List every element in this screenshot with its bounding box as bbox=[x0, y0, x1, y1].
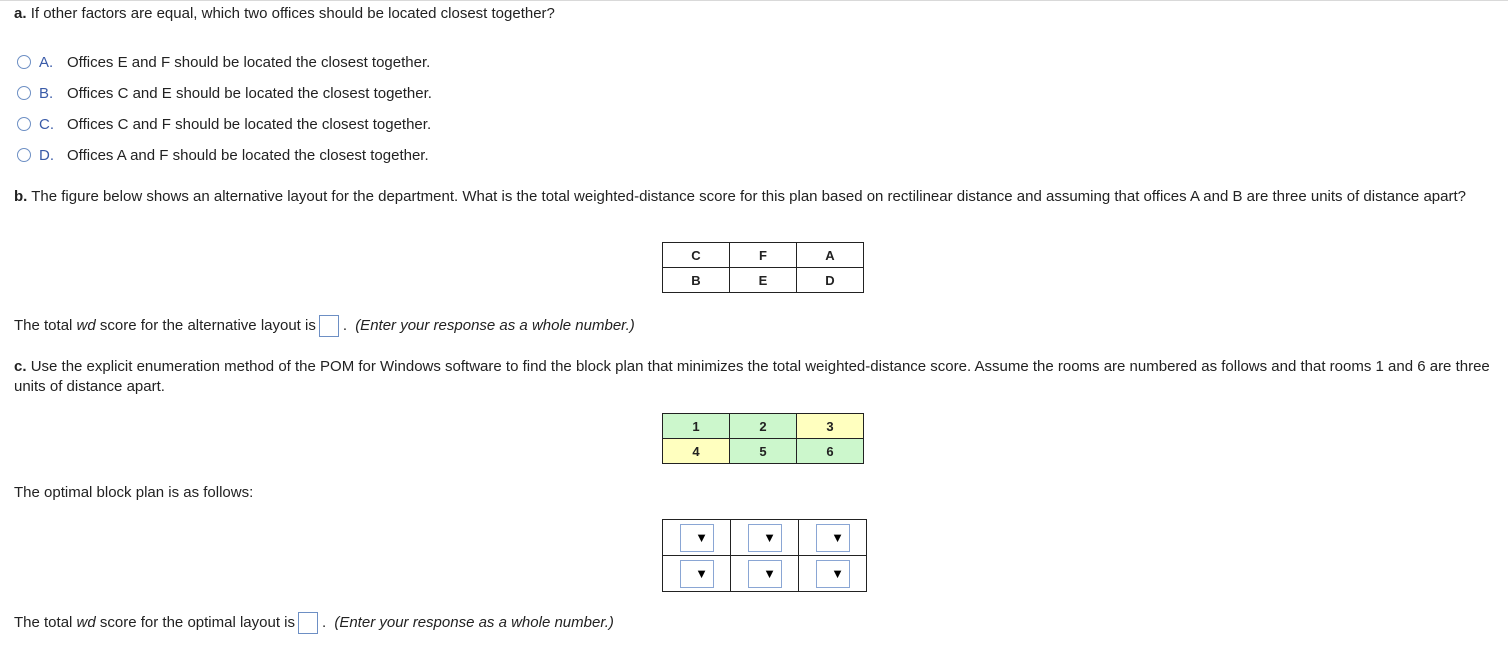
wd-term: wd bbox=[76, 317, 96, 334]
part-a-question-text: If other factors are equal, which two offices should be located closest together? bbox=[30, 5, 555, 22]
option-c[interactable] bbox=[17, 114, 431, 134]
plan-cell bbox=[663, 556, 731, 592]
part-a-label: a. bbox=[14, 5, 27, 22]
part-c-question-text: Use the explicit enumeration method of the POM for Windows software to find the block plan that minimizes the total weighted-distance score. Assume the rooms are numbered as follows and that rooms 1 and 6 are three units of distance apart. bbox=[14, 358, 1490, 395]
option-a-radio[interactable] bbox=[17, 55, 31, 69]
option-b-letter: B. bbox=[39, 84, 54, 102]
answer-hint: (Enter your response as a whole number.) bbox=[355, 317, 635, 334]
plan-dropdown-room-2[interactable] bbox=[748, 524, 782, 552]
answer-middle: score for the alternative layout is bbox=[95, 317, 316, 334]
part-b-question-text: The figure below shows an alternative layout for the department. What is the total weighted-distance score for this plan based on rectilinear distance and assuming that offices A and B are three units of distance apart? bbox=[31, 188, 1466, 205]
part-c-answer-line: The total wd score for the optimal layout is . (Enter your response as a whole number.) bbox=[14, 611, 614, 635]
option-d[interactable] bbox=[17, 145, 429, 165]
plan-cell bbox=[731, 556, 799, 592]
answer-prefix: The total bbox=[14, 317, 77, 334]
optimal-wd-score-input[interactable] bbox=[298, 612, 318, 634]
option-d-text: Offices A and F should be located the closest together. bbox=[67, 146, 429, 164]
plan-dropdown-room-6[interactable] bbox=[816, 560, 850, 588]
layout-cell: F bbox=[730, 243, 797, 268]
plan-dropdown-room-5[interactable] bbox=[748, 560, 782, 588]
alternative-layout-grid bbox=[662, 242, 864, 293]
chevron-down-icon: ▼ bbox=[695, 565, 708, 581]
option-c-letter: C. bbox=[39, 115, 54, 133]
chevron-down-icon: ▼ bbox=[763, 529, 776, 545]
plan-dropdown-room-3[interactable] bbox=[816, 524, 850, 552]
optimal-plan-label: The optimal block plan is as follows: bbox=[14, 484, 254, 501]
option-b-radio[interactable] bbox=[17, 86, 31, 100]
chevron-down-icon: ▼ bbox=[763, 565, 776, 581]
layout-cell: D bbox=[797, 268, 864, 293]
part-b-answer-line: The total wd score for the alternative layout is . (Enter your response as a whole number.) bbox=[14, 314, 635, 338]
answer-hint: (Enter your response as a whole number.) bbox=[334, 614, 614, 631]
plan-cell bbox=[663, 520, 731, 556]
part-a-question bbox=[14, 5, 555, 22]
room-cell: 6 bbox=[797, 439, 864, 464]
part-b-question bbox=[14, 187, 1494, 207]
option-c-text: Offices C and F should be located the closest together. bbox=[67, 115, 432, 133]
part-c-question bbox=[14, 357, 1494, 397]
room-cell: 5 bbox=[730, 439, 797, 464]
room-cell: 4 bbox=[663, 439, 730, 464]
option-d-radio[interactable] bbox=[17, 148, 31, 162]
answer-middle: score for the optimal layout is bbox=[95, 614, 295, 631]
option-a-letter: A. bbox=[39, 53, 54, 71]
answer-prefix: The total bbox=[14, 614, 77, 631]
room-cell: 2 bbox=[730, 414, 797, 439]
option-d-letter: D. bbox=[39, 146, 54, 164]
room-cell: 1 bbox=[663, 414, 730, 439]
plan-cell bbox=[799, 556, 867, 592]
alternative-wd-score-input[interactable] bbox=[319, 315, 339, 337]
wd-term: wd bbox=[76, 614, 96, 631]
chevron-down-icon: ▼ bbox=[831, 529, 844, 545]
chevron-down-icon: ▼ bbox=[695, 529, 708, 545]
top-divider bbox=[0, 0, 1508, 1]
room-cell: 3 bbox=[797, 414, 864, 439]
layout-cell: B bbox=[663, 268, 730, 293]
room-numbering-grid bbox=[662, 413, 864, 464]
layout-cell: E bbox=[730, 268, 797, 293]
option-a[interactable] bbox=[17, 52, 430, 72]
plan-cell bbox=[799, 520, 867, 556]
layout-cell: C bbox=[663, 243, 730, 268]
chevron-down-icon: ▼ bbox=[831, 565, 844, 581]
option-c-radio[interactable] bbox=[17, 117, 31, 131]
plan-dropdown-room-1[interactable] bbox=[680, 524, 714, 552]
option-a-text: Offices E and F should be located the closest together. bbox=[67, 53, 431, 71]
option-b-text: Offices C and E should be located the closest together. bbox=[67, 84, 432, 102]
part-c-label: c. bbox=[14, 358, 27, 375]
plan-cell bbox=[731, 520, 799, 556]
option-b[interactable] bbox=[17, 83, 432, 103]
layout-cell: A bbox=[797, 243, 864, 268]
optimal-plan-grid bbox=[662, 519, 867, 592]
plan-dropdown-room-4[interactable] bbox=[680, 560, 714, 588]
part-b-label: b. bbox=[14, 188, 28, 205]
